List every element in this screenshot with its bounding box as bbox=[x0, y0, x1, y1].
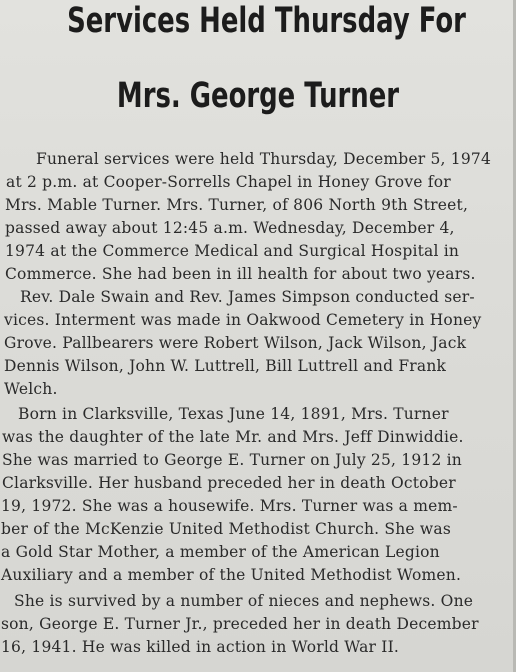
body-line: Commerce. She had been in ill health for about two years. bbox=[5, 265, 476, 283]
headline-line-2: Mrs. George Turner bbox=[116, 76, 400, 116]
body-line: Mrs. Mable Turner. Mrs. Turner, of 806 North 9th Street, bbox=[5, 196, 469, 214]
body-line: Welch. bbox=[4, 380, 58, 398]
body-line: Grove. Pallbearers were Robert Wilson, Jack Wilson, Jack bbox=[4, 334, 467, 352]
body-line: son, George E. Turner Jr., preceded her in death December bbox=[1, 615, 479, 633]
body-line: Rev. Dale Swain and Rev. James Simpson conducted ser- bbox=[20, 288, 475, 306]
body-line: 16, 1941. He was killed in action in World War II. bbox=[1, 638, 400, 656]
body-line: She was married to George E. Turner on July 25, 1912 in bbox=[2, 451, 462, 469]
body-line: at 2 p.m. at Cooper-Sorrells Chapel in Honey Grove for bbox=[6, 173, 451, 191]
body-line: Born in Clarksville, Texas June 14, 1891, Mrs. Turner bbox=[18, 405, 449, 423]
body-line: 1974 at the Commerce Medical and Surgical Hospital in bbox=[5, 242, 460, 260]
body-line: vices. Interment was made in Oakwood Cemetery in Honey bbox=[4, 311, 482, 329]
body-line: 19, 1972. She was a housewife. Mrs. Turner was a mem- bbox=[1, 497, 458, 515]
body-line: passed away about 12:45 a.m. Wednesday, December 4, bbox=[5, 219, 455, 237]
body-line: Funeral services were held Thursday, December 5, 1974 bbox=[36, 150, 492, 168]
body-line: was the daughter of the late Mr. and Mrs. Jeff Dinwiddie. bbox=[2, 428, 464, 446]
body-line: Dennis Wilson, John W. Luttrell, Bill Luttrell and Frank bbox=[4, 357, 447, 375]
body-line: Clarksville. Her husband preceded her in death October bbox=[2, 474, 456, 492]
body-line: a Gold Star Mother, a member of the American Legion bbox=[1, 543, 440, 561]
body-line: She is survived by a number of nieces and nephews. One bbox=[14, 592, 474, 610]
body-line: ber of the McKenzie United Methodist Church. She was bbox=[1, 520, 451, 538]
headline-line-1: Services Held Thursday For bbox=[67, 1, 466, 41]
body-line: Auxiliary and a member of the United Methodist Women. bbox=[1, 566, 462, 584]
